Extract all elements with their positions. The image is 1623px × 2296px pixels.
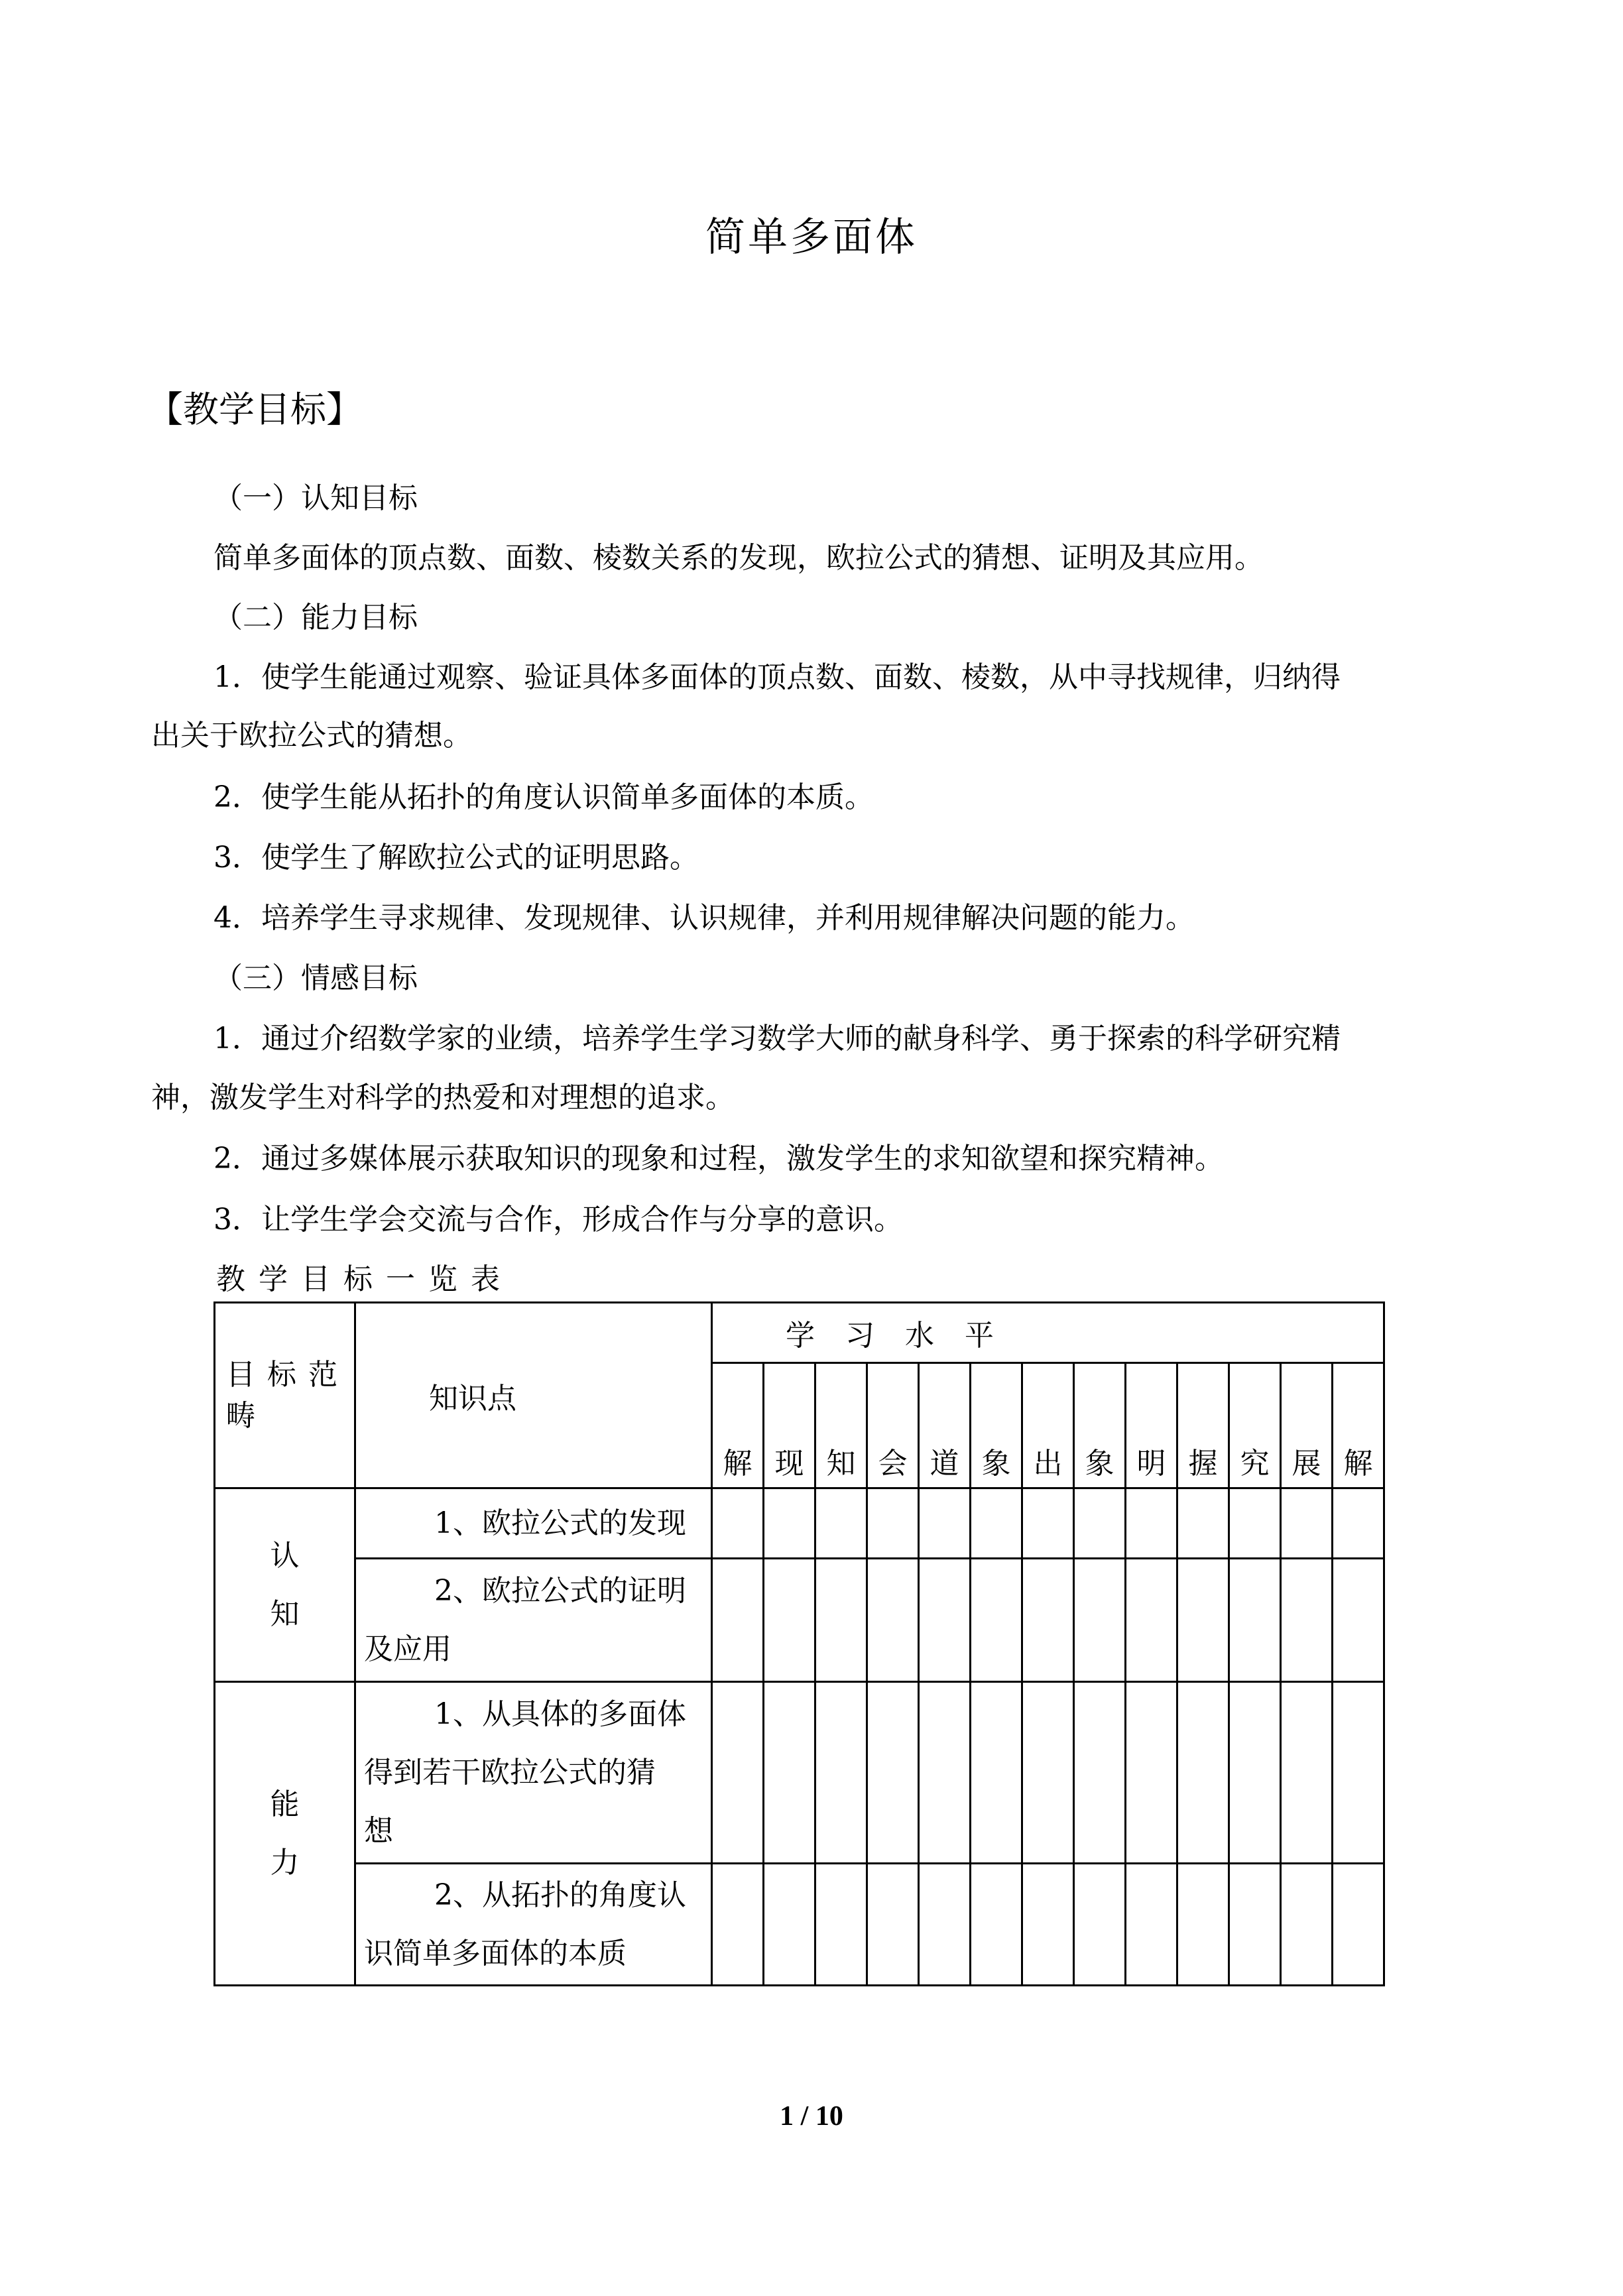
paragraph-ability-goal-4: 4．培养学生寻求规律、发现规律、认识规律，并利用规律解决问题的能力。 [213, 901, 1195, 935]
level-cell [971, 1488, 1022, 1559]
level-cell [867, 1488, 919, 1559]
level-cell [764, 1488, 815, 1559]
level-cell [1126, 1559, 1177, 1682]
knowledge-point-line1: 2、欧拉公式的证明 [434, 1573, 686, 1608]
level-cell [971, 1682, 1022, 1864]
table-row [215, 1488, 1384, 1559]
level-cell [867, 1559, 919, 1682]
knowledge-point-line2: 及应用 [364, 1632, 451, 1666]
level-cell [1281, 1864, 1333, 1986]
level-cell [1333, 1864, 1384, 1986]
level-cell [971, 1864, 1022, 1986]
level-header-cell: 知 [815, 1363, 867, 1488]
level-cell [1177, 1864, 1229, 1986]
level-cell [1281, 1559, 1333, 1682]
level-cell [919, 1864, 971, 1986]
table-row [215, 1559, 1384, 1682]
level-cell [1074, 1864, 1126, 1986]
category-line2: 知 [270, 1597, 300, 1631]
knowledge-point-line1: 1、从具体的多面体 [434, 1697, 686, 1731]
knowledge-point-cell [355, 1864, 712, 1986]
knowledge-point-line1: 2、从拓扑的角度认 [434, 1878, 686, 1912]
paragraph-cognitive-goal: 简单多面体的顶点数、面数、棱数关系的发现，欧拉公式的猜想、证明及其应用。 [213, 541, 1264, 575]
header-category [215, 1303, 355, 1488]
level-cell [1074, 1488, 1126, 1559]
level-header-cell: 现 [764, 1363, 815, 1488]
level-cell [1177, 1488, 1229, 1559]
level-cell [1074, 1559, 1126, 1682]
paragraph-emotional-goal-1a: 1．通过介绍数学家的业绩，培养学生学习数学大师的献身科学、勇于探索的科学研究精 [213, 1022, 1341, 1056]
level-cell [764, 1559, 815, 1682]
level-cell [764, 1682, 815, 1864]
level-cell [1229, 1559, 1281, 1682]
category-line1: 认 [270, 1538, 300, 1573]
knowledge-point-line2: 识简单多面体的本质 [364, 1936, 627, 1970]
category-cell-cognitive [215, 1488, 355, 1682]
level-cell [971, 1559, 1022, 1682]
category-cell-ability [215, 1682, 355, 1986]
paragraph-ability-goal-2: 2．使学生能从拓扑的角度认识简单多面体的本质。 [213, 780, 874, 814]
level-cell [919, 1682, 971, 1864]
knowledge-point-line2: 得到若干欧拉公式的猜 [364, 1755, 656, 1789]
table-caption: 教学目标一览表 [216, 1262, 513, 1296]
level-cell [712, 1488, 764, 1559]
level-header-cell: 象 [1074, 1363, 1126, 1488]
level-cell [1333, 1488, 1384, 1559]
level-header-cell: 道 [919, 1363, 971, 1488]
level-header-cell: 握 [1177, 1363, 1229, 1488]
level-cell [1281, 1488, 1333, 1559]
table-row [215, 1682, 1384, 1864]
subheading-ability-goals: （二）能力目标 [213, 601, 418, 634]
table-row [215, 1864, 1384, 1986]
knowledge-point-line1: 1、欧拉公式的发现 [434, 1506, 686, 1540]
level-header-cell: 解 [712, 1363, 764, 1488]
level-cell [867, 1864, 919, 1986]
level-cell [1333, 1682, 1384, 1864]
subheading-cognitive-goals: （一）认知目标 [213, 481, 418, 515]
level-cell [1177, 1559, 1229, 1682]
knowledge-point-cell [355, 1682, 712, 1864]
level-header-cell: 究 [1229, 1363, 1281, 1488]
header-knowledge-point: 知识点 [355, 1303, 712, 1488]
level-cell [815, 1559, 867, 1682]
level-cell [1126, 1682, 1177, 1864]
category-line1: 能 [270, 1787, 300, 1821]
header-learning-level: 学习水平 [712, 1303, 1384, 1363]
header-category-line2: 畴 [226, 1398, 267, 1433]
section-heading-teaching-goals: 【教学目标】 [147, 389, 362, 430]
level-cell [919, 1488, 971, 1559]
level-cell [1281, 1682, 1333, 1864]
level-header-cell: 会 [867, 1363, 919, 1488]
level-cell [1126, 1864, 1177, 1986]
level-header-cell: 出 [1022, 1363, 1074, 1488]
level-cell [919, 1559, 971, 1682]
level-cell [1177, 1682, 1229, 1864]
level-cell [1022, 1488, 1074, 1559]
level-cell [712, 1559, 764, 1682]
level-cell [1333, 1559, 1384, 1682]
level-cell [815, 1864, 867, 1986]
paragraph-ability-goal-3: 3．使学生了解欧拉公式的证明思路。 [213, 841, 699, 875]
level-cell [815, 1488, 867, 1559]
level-cell [867, 1682, 919, 1864]
knowledge-point-cell [355, 1559, 712, 1682]
level-cell [764, 1864, 815, 1986]
page-indicator: 1 / 10 [780, 2101, 843, 2132]
level-cell [1229, 1682, 1281, 1864]
level-cell [1229, 1864, 1281, 1986]
teaching-goals-table [213, 1301, 1385, 1986]
level-cell [1074, 1682, 1126, 1864]
paragraph-emotional-goal-3: 3．让学生学会交流与合作，形成合作与分享的意识。 [213, 1203, 903, 1237]
level-cell [1022, 1559, 1074, 1682]
level-cell [1022, 1682, 1074, 1864]
paragraph-emotional-goal-2: 2．通过多媒体展示获取知识的现象和过程，激发学生的求知欲望和探究精神。 [213, 1142, 1224, 1176]
level-header-cell: 展 [1281, 1363, 1333, 1488]
page-title: 简单多面体 [705, 214, 918, 261]
level-cell [1022, 1864, 1074, 1986]
level-header-cell: 象 [971, 1363, 1022, 1488]
level-cell [815, 1682, 867, 1864]
paragraph-ability-goal-1a: 1．使学生能通过观察、验证具体多面体的顶点数、面数、棱数，从中寻找规律，归纳得 [213, 660, 1341, 694]
level-cell [712, 1864, 764, 1986]
paragraph-emotional-goal-1b: 神，激发学生对科学的热爱和对理想的追求。 [151, 1081, 735, 1115]
level-header-cell: 明 [1126, 1363, 1177, 1488]
header-category-line1: 目标范 [226, 1357, 349, 1392]
level-header-cell: 解 [1333, 1363, 1384, 1488]
knowledge-point-cell [355, 1488, 712, 1559]
level-cell [712, 1682, 764, 1864]
knowledge-point-line3: 想 [364, 1813, 393, 1848]
level-cell [1229, 1488, 1281, 1559]
subheading-emotional-goals: （三）情感目标 [213, 961, 418, 995]
category-line2: 力 [270, 1845, 300, 1880]
paragraph-ability-goal-1b: 出关于欧拉公式的猜想。 [151, 719, 472, 753]
level-cell [1126, 1488, 1177, 1559]
